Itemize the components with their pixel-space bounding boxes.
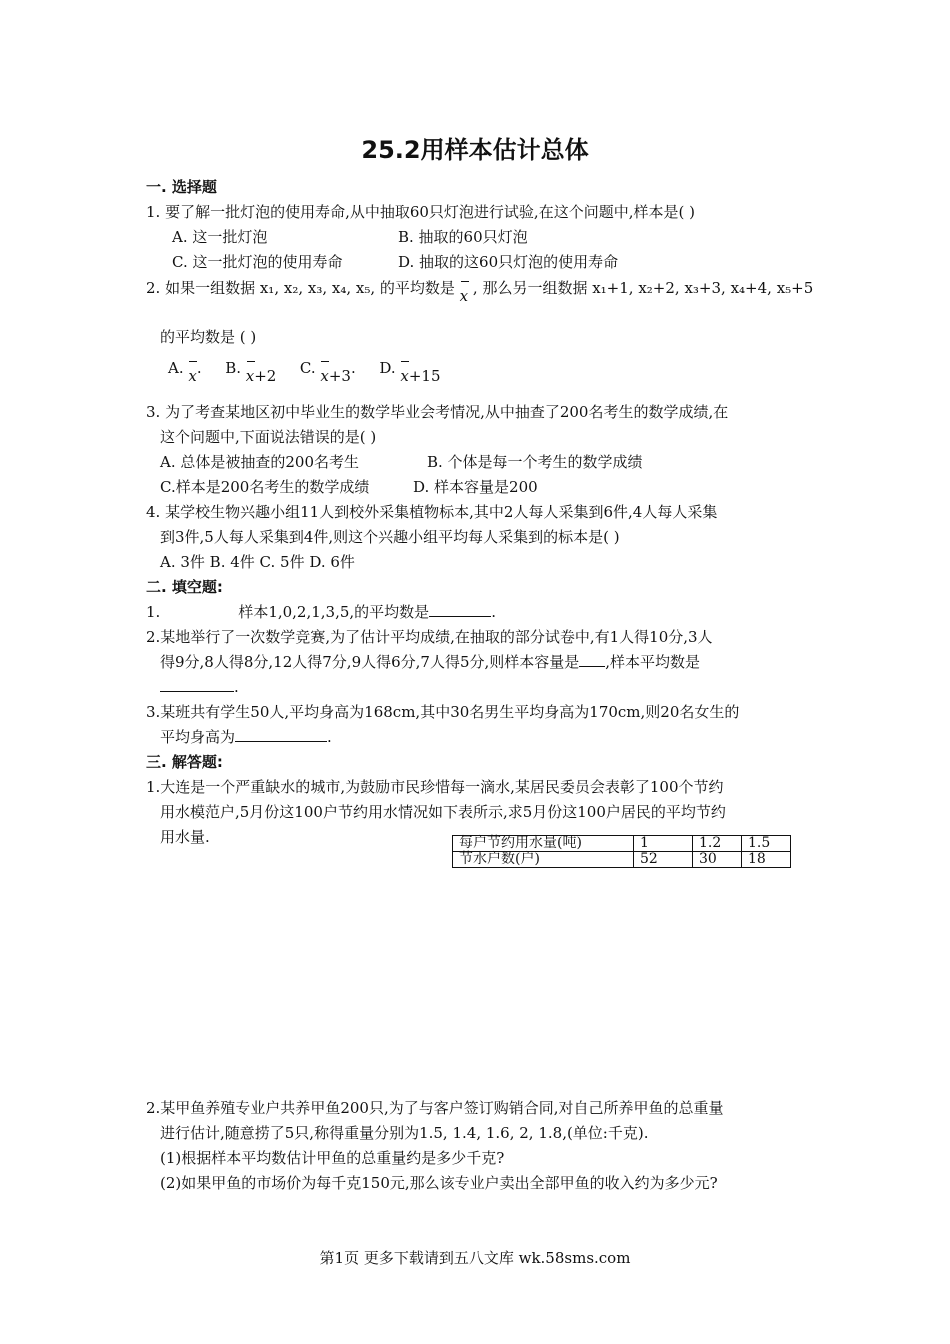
q1-option-b: B. 抽取的60只灯泡	[398, 228, 528, 246]
answer-blank	[579, 652, 605, 667]
x-bar-symbol: x	[460, 286, 468, 306]
table-cell: 每户节约用水量(吨)	[453, 836, 634, 852]
x-bar-symbol: x	[400, 366, 408, 386]
q1-option-c: C. 这一批灯泡的使用寿命	[172, 253, 343, 271]
fill-q1-text: 样本1,0,2,1,3,5,的平均数是	[238, 603, 430, 621]
x-bar-symbol: x	[320, 366, 328, 386]
table-cell: 1.2	[693, 836, 742, 852]
q2-text-before: 2. 如果一组数据 x₁, x₂, x₃, x₄, x₅, 的平均数是	[146, 279, 460, 297]
q2-option-c-expr: +3	[328, 367, 351, 385]
fill-question-2-line-3: .	[160, 677, 239, 697]
fill-question-2-line-1: 2.某地举行了一次数学竞赛,为了估计平均成绩,在抽取的部分试卷中,有1人得10分,3人	[146, 628, 713, 646]
q1-option-d: D. 抽取的这60只灯泡的使用寿命	[398, 253, 619, 271]
fill-q1-number: 1.	[146, 603, 161, 621]
solve-question-1-line-1: 1.大连是一个严重缺水的城市,为鼓励市民珍惜每一滴水,某居民委员会表彰了100个节约	[146, 778, 724, 796]
table-cell: 1.5	[742, 836, 791, 852]
solve-question-1-line-2: 用水模范户,5月份这100户节约用水情况如下表所示,求5月份这100户居民的平均节约	[160, 803, 726, 821]
answer-blank	[160, 677, 234, 692]
solve-question-2-part-1: (1)根据样本平均数估计甲鱼的总重量约是多少千克?	[160, 1149, 505, 1167]
solve-question-2-line-1: 2.某甲鱼养殖专业户共养甲鱼200只,为了与客户签订购销合同,对自己所养甲鱼的总重量	[146, 1099, 724, 1117]
fill-question-3-line-2: 平均身高为 .	[160, 728, 332, 746]
solve-question-2-line-2: 进行估计,随意捞了5只,称得重量分别为1.5, 1.4, 1.6, 2, 1.8,(单位:千克).	[160, 1124, 649, 1142]
q2-option-c-label: C.	[299, 359, 321, 377]
q2-text-after: , 那么另一组数据 x₁+1, x₂+2, x₃+3, x₄+4, x₅+5	[468, 279, 814, 297]
q2-option-a-label: A.	[168, 359, 189, 377]
q4-options: A. 3件 B. 4件 C. 5件 D. 6件	[160, 553, 355, 571]
table-row	[453, 852, 791, 868]
question-4-line-2: 到3件,5人每人采集到4件,则这个兴趣小组平均每人采集到的标本是( )	[160, 528, 620, 546]
table-cell: 52	[634, 852, 693, 868]
q2-option-d-label: D.	[379, 359, 401, 377]
fill-question-1: 1. 样本1,0,2,1,3,5,的平均数是 .	[146, 603, 496, 621]
table-cell: 18	[742, 852, 791, 868]
q2-option-b-label: B.	[225, 359, 246, 377]
q3-option-a: A. 总体是被抽查的200名考生	[160, 453, 360, 471]
table-cell: 1	[634, 836, 693, 852]
table-cell: 节水户数(户)	[453, 852, 634, 868]
table-row	[453, 836, 791, 852]
water-saving-table	[452, 835, 791, 868]
q3-option-c: C.样本是200名考生的数学成绩	[160, 478, 370, 496]
question-1: 1. 要了解一批灯泡的使用寿命,从中抽取60只灯泡进行试验,在这个问题中,样本是( )	[146, 203, 695, 221]
table-cell: 30	[693, 852, 742, 868]
q2-option-d-expr: +15	[408, 367, 441, 385]
answer-blank	[429, 602, 491, 617]
answer-blank	[235, 727, 327, 742]
q3-option-b: B. 个体是每一个考生的数学成绩	[427, 453, 643, 471]
q2-options: A. x. B. x+2 C. x+3. D. x+15	[168, 359, 441, 385]
section-heading-choice: 一. 选择题	[146, 178, 217, 196]
page-title: 25.2用样本估计总体	[361, 136, 589, 164]
q1-option-a: A. 这一批灯泡	[172, 228, 268, 246]
solve-question-2-part-2: (2)如果甲鱼的市场价为每千克150元,那么该专业户卖出全部甲鱼的收入约为多少元?	[160, 1174, 718, 1192]
question-4-line-1: 4. 某学校生物兴趣小组11人到校外采集植物标本,其中2人每人采集到6件,4人每人采集	[146, 503, 718, 521]
question-2	[146, 278, 814, 305]
section-heading-fill: 二. 填空题:	[146, 578, 223, 596]
fill-question-3-line-1: 3.某班共有学生50人,平均身高为168cm,其中30名男生平均身高为170cm,则20名女生的	[146, 703, 740, 721]
q3-option-d: D. 样本容量是200	[413, 478, 538, 496]
x-bar-symbol: x	[188, 366, 196, 386]
page-footer: 第1页 更多下载请到五八文库 wk.58sms.com	[319, 1249, 631, 1267]
solve-question-1-line-3: 用水量.	[160, 828, 210, 846]
question-3-line-2: 这个问题中,下面说法错误的是( )	[160, 428, 377, 446]
fill-question-2-line-2: 得9分,8人得8分,12人得7分,9人得6分,7人得5分,则样本容量是 ,样本平均数是	[160, 653, 701, 671]
question-3-line-1: 3. 为了考查某地区初中毕业生的数学毕业会考情况,从中抽查了200名考生的数学成绩,在	[146, 403, 729, 421]
section-heading-solve: 三. 解答题:	[146, 753, 223, 771]
q2-option-b-expr: +2	[254, 367, 277, 385]
x-bar-symbol: x	[246, 366, 254, 386]
q2-line-2: 的平均数是 ( )	[160, 328, 257, 346]
